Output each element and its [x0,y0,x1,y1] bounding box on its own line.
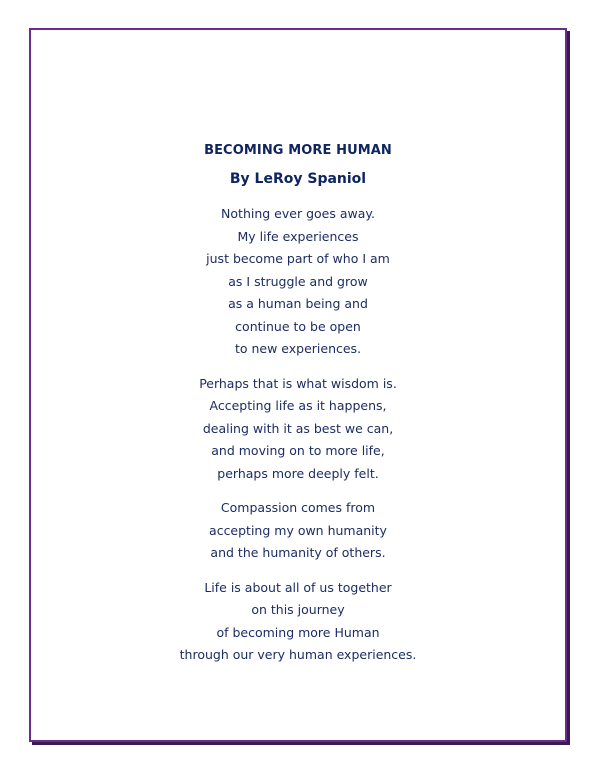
poem-line: Accepting life as it happens, [209,398,387,413]
poem-line: dealing with it as best we can, [202,420,394,436]
poem-content [31,142,565,667]
page-frame [29,28,567,742]
poem-line: to new experiences. [234,341,362,356]
poem-line: My life experiences [237,228,359,244]
stanza-1 [31,203,565,361]
poem-line: and moving on to more life, [211,443,385,458]
poem-line: as I struggle and grow [228,273,368,289]
poem-line: through our very human experiences. [179,647,417,662]
poem-line: Nothing ever goes away. [221,206,375,221]
poem-line: of becoming more Human [216,624,380,640]
poem-line: perhaps more deeply felt. [217,465,379,481]
stanza-4 [31,577,565,667]
poem-line: accepting my own humanity [209,522,387,538]
poem-byline: By LeRoy Spaniol [229,171,367,187]
poem-line: Compassion comes from [220,500,376,515]
poem-line: Life is about all of us together [204,579,392,595]
poem-line: just become part of who I am [206,251,390,266]
poem-line: continue to be open [235,318,361,334]
poem-line: as a human being and [228,296,368,311]
poem-line: and the humanity of others. [210,545,386,560]
poem-line: Perhaps that is what wisdom is. [199,375,397,391]
poem-title: BECOMING MORE HUMAN [204,143,392,158]
stanza-3 [31,497,565,565]
stanza-2 [31,373,565,486]
poem-line: on this journey [251,602,345,617]
